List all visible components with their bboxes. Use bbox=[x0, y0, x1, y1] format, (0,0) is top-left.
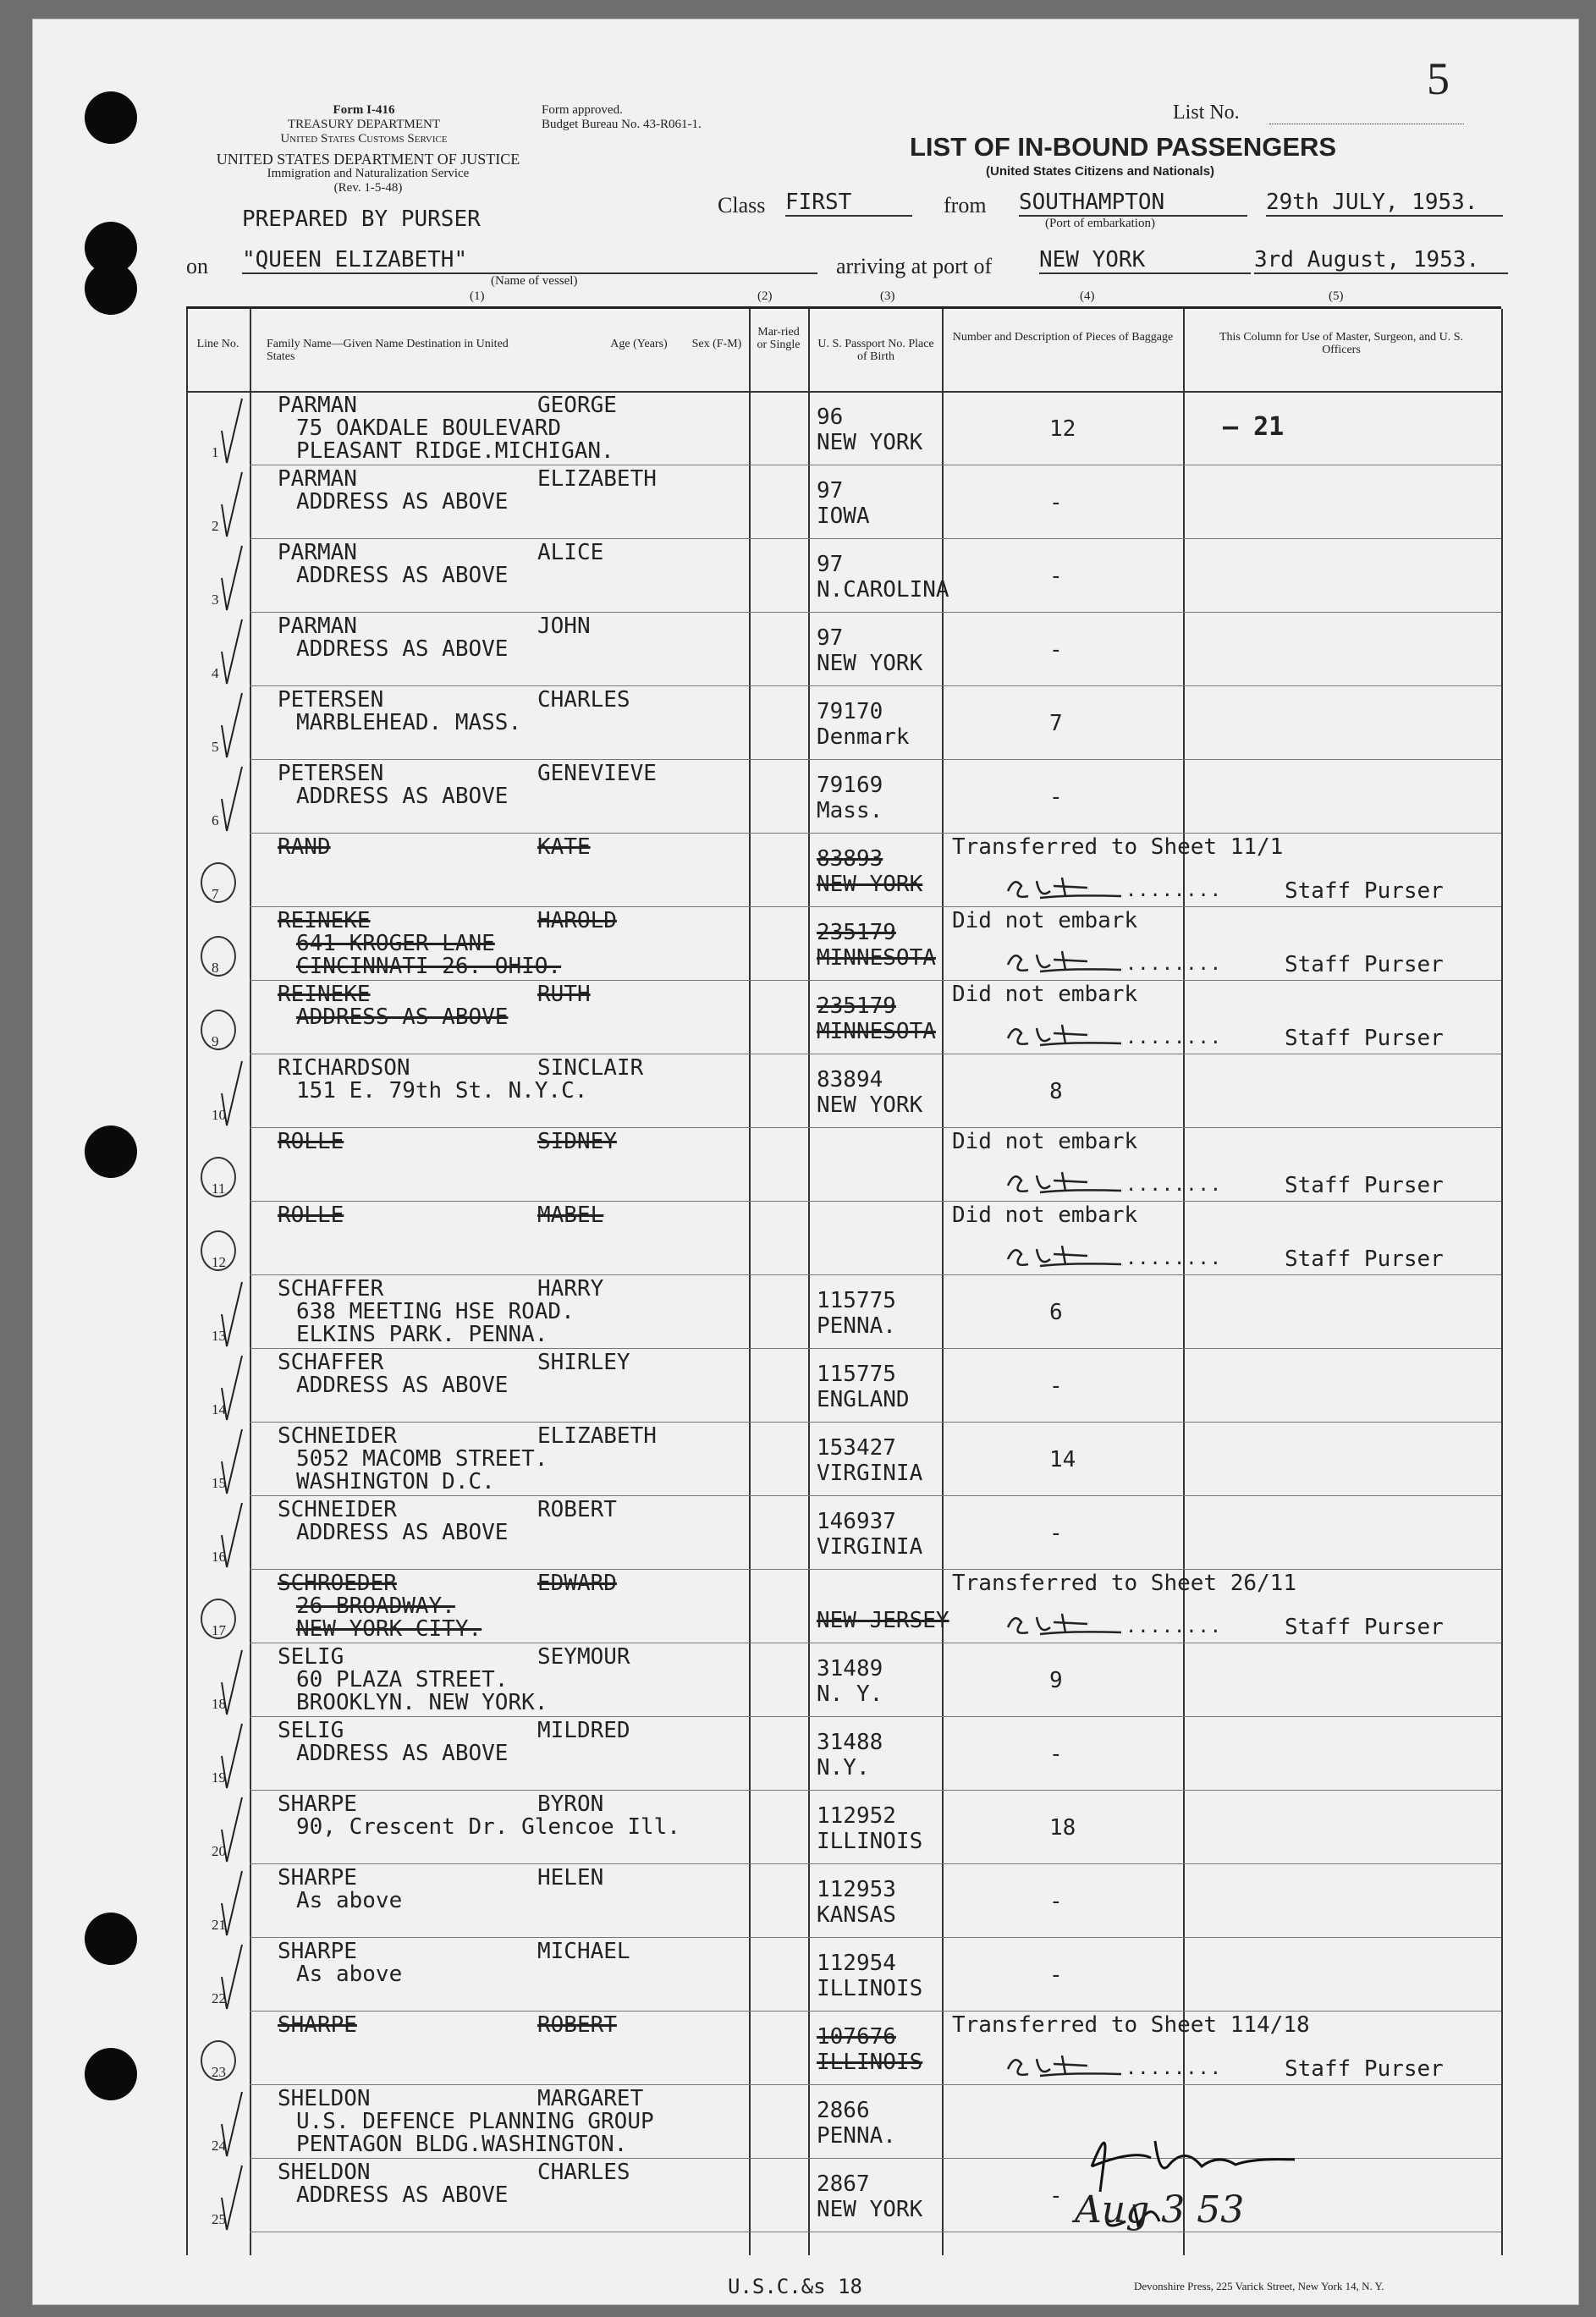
family-name: SHELDON bbox=[278, 2160, 371, 2185]
col-header-married: Mar-ried or Single bbox=[757, 326, 801, 351]
col-header-sex: Sex (F-M) bbox=[691, 338, 742, 350]
place-of-birth: VIRGINIA bbox=[817, 1534, 923, 1560]
family-name: REINEKE bbox=[278, 908, 371, 933]
line-number: 13 bbox=[212, 1328, 226, 1344]
from-value: SOUTHAMPTON bbox=[1019, 190, 1247, 217]
baggage-count: 8 bbox=[1049, 1079, 1063, 1104]
given-name: EDWARD bbox=[537, 1571, 617, 1596]
given-name: MILDRED bbox=[537, 1718, 630, 1743]
passport-number: 115775 bbox=[817, 1362, 896, 1387]
family-name: SCHROEDER bbox=[278, 1571, 397, 1596]
on-label: on bbox=[186, 254, 208, 278]
family-name: PARMAN bbox=[278, 393, 357, 418]
check-mark-icon bbox=[220, 397, 245, 465]
arrival-date: 3rd August, 1953. bbox=[1254, 247, 1508, 274]
place-of-birth: NEW YORK bbox=[817, 651, 923, 676]
table-row bbox=[186, 2012, 1501, 2085]
col-num-1: (1) bbox=[470, 289, 485, 303]
passport-number: 115775 bbox=[817, 1288, 896, 1313]
passport-number: 97 bbox=[817, 478, 844, 504]
form-id: Form I-416 bbox=[333, 103, 395, 117]
destination-line-1: ADDRESS AS ABOVE bbox=[296, 1520, 509, 1545]
place-of-birth: MINNESOTA bbox=[817, 1019, 936, 1044]
family-name: SELIG bbox=[278, 1718, 344, 1743]
table-row bbox=[186, 465, 1501, 539]
passport-number: 79169 bbox=[817, 773, 883, 798]
passport-number: 112952 bbox=[817, 1803, 896, 1829]
rev: (Rev. 1-5-48) bbox=[333, 181, 403, 195]
baggage-count: 9 bbox=[1049, 1668, 1063, 1693]
passport-number: 107676 bbox=[817, 2024, 896, 2050]
signature-leader-dots: ........ bbox=[1125, 954, 1222, 975]
passport-number: 97 bbox=[817, 625, 844, 651]
given-name: CHARLES bbox=[537, 2160, 630, 2185]
baggage-count: - bbox=[1049, 637, 1063, 663]
table-row bbox=[186, 1717, 1501, 1791]
given-name: KATE bbox=[537, 834, 591, 860]
place-of-birth: PENNA. bbox=[817, 1313, 896, 1339]
staff-purser-label: Staff Purser bbox=[1285, 1173, 1444, 1198]
line-number: 12 bbox=[212, 1254, 226, 1270]
destination-line-2: NEW YORK CITY. bbox=[296, 1616, 482, 1642]
table-row bbox=[186, 1496, 1501, 1570]
check-mark-icon bbox=[220, 618, 245, 685]
line-number: 14 bbox=[212, 1401, 226, 1417]
officer-remark: — 21 bbox=[1223, 412, 1285, 442]
passport-number: 235179 bbox=[817, 920, 896, 945]
baggage-count: - bbox=[1049, 1889, 1063, 1914]
given-name: HAROLD bbox=[537, 908, 617, 933]
place-of-birth: ILLINOIS bbox=[817, 2050, 923, 2075]
signature-leader-dots: ........ bbox=[1125, 880, 1222, 901]
line-number: 15 bbox=[212, 1475, 226, 1491]
table-row bbox=[186, 760, 1501, 834]
table-row bbox=[186, 613, 1501, 686]
signature-leader-dots: ........ bbox=[1125, 1616, 1222, 1637]
staff-purser-label: Staff Purser bbox=[1285, 952, 1444, 977]
family-name: SHELDON bbox=[278, 2086, 371, 2111]
place-of-birth: PENNA. bbox=[817, 2123, 896, 2149]
staff-purser-label: Staff Purser bbox=[1285, 878, 1444, 904]
family-name: PETERSEN bbox=[278, 687, 384, 713]
place-of-birth: Mass. bbox=[817, 798, 883, 823]
table-row bbox=[186, 1275, 1501, 1349]
destination-line-2: PLEASANT RIDGE.MICHIGAN. bbox=[296, 438, 614, 464]
place-of-birth: Denmark bbox=[817, 724, 910, 750]
line-number: 6 bbox=[212, 812, 219, 828]
line-number: 18 bbox=[212, 1696, 226, 1712]
given-name: GENEVIEVE bbox=[537, 761, 657, 786]
passport-number: 146937 bbox=[817, 1509, 896, 1534]
family-name: SHARPE bbox=[278, 2012, 357, 2038]
family-name: RICHARDSON bbox=[278, 1055, 410, 1081]
table-row bbox=[186, 392, 1501, 465]
family-name: SHARPE bbox=[278, 1865, 357, 1890]
line-number: 4 bbox=[212, 665, 219, 681]
baggage-count: - bbox=[1049, 1373, 1063, 1399]
destination-line-1: ADDRESS AS ABOVE bbox=[296, 636, 509, 662]
place-of-birth: IOWA bbox=[817, 504, 870, 529]
destination-line-1: As above bbox=[296, 1888, 403, 1913]
destination-line-1: ADDRESS AS ABOVE bbox=[296, 1741, 509, 1766]
table-row bbox=[186, 539, 1501, 613]
signature-date: Aug 3 53 bbox=[1075, 2188, 1245, 2232]
table-row bbox=[186, 1864, 1501, 1938]
staff-purser-label: Staff Purser bbox=[1285, 2056, 1444, 2082]
family-name: ROLLE bbox=[278, 1203, 344, 1228]
destination-line-2: ELKINS PARK. PENNA. bbox=[296, 1322, 548, 1347]
from-label: from bbox=[944, 193, 987, 217]
destination-line-1: As above bbox=[296, 1962, 403, 1987]
passport-number: 2866 bbox=[817, 2098, 870, 2123]
baggage-count: - bbox=[1049, 564, 1063, 589]
line-number: 10 bbox=[212, 1107, 226, 1123]
given-name: ROBERT bbox=[537, 1497, 617, 1522]
given-name: HELEN bbox=[537, 1865, 604, 1890]
col-num-4: (4) bbox=[1080, 289, 1095, 303]
baggage-count: 7 bbox=[1049, 711, 1063, 736]
baggage-note: Did not embark bbox=[952, 1203, 1138, 1228]
passport-number: 112953 bbox=[817, 1877, 896, 1902]
col-header-passport: U. S. Passport No. Place of Birth bbox=[817, 338, 934, 363]
line-number: 24 bbox=[212, 2138, 226, 2154]
given-name: ALICE bbox=[537, 540, 604, 565]
check-mark-icon bbox=[220, 765, 245, 833]
port-note: (Port of embarkation) bbox=[1045, 217, 1155, 230]
passport-number: 2867 bbox=[817, 2171, 870, 2197]
passport-number: 79170 bbox=[817, 699, 883, 724]
family-name: REINEKE bbox=[278, 982, 371, 1007]
place-of-birth: N.CAROLINA bbox=[817, 577, 949, 603]
given-name: RUTH bbox=[537, 982, 591, 1007]
depart-date: 29th JULY, 1953. bbox=[1266, 190, 1503, 217]
table-row bbox=[186, 1791, 1501, 1864]
baggage-note: Transferred to Sheet 26/11 bbox=[952, 1571, 1296, 1596]
baggage-count: - bbox=[1049, 784, 1063, 810]
place-of-birth: NEW YORK bbox=[817, 872, 923, 897]
signature-leader-dots: ........ bbox=[1125, 1175, 1222, 1196]
line-number: 5 bbox=[212, 739, 219, 755]
col-header-age: Age (Years) bbox=[610, 338, 668, 350]
line-number: 7 bbox=[212, 886, 219, 902]
destination-line-1: 151 E. 79th St. N.Y.C. bbox=[296, 1078, 588, 1103]
place-of-birth: NEW YORK bbox=[817, 430, 923, 455]
family-name: SHARPE bbox=[278, 1939, 357, 1964]
family-name: PETERSEN bbox=[278, 761, 384, 786]
signature-leader-dots: ........ bbox=[1125, 2058, 1222, 2079]
table-row bbox=[186, 834, 1501, 907]
baggage-count: 12 bbox=[1049, 416, 1076, 442]
line-number: 21 bbox=[212, 1917, 226, 1933]
destination-line-1: MARBLEHEAD. MASS. bbox=[296, 710, 522, 735]
place-of-birth: N. Y. bbox=[817, 1681, 883, 1707]
destination-line-2: PENTAGON BLDG.WASHINGTON. bbox=[296, 2132, 628, 2157]
destination-line-1: 60 PLAZA STREET. bbox=[296, 1667, 509, 1692]
col-num-3: (3) bbox=[880, 289, 895, 303]
destination-line-2: WASHINGTON D.C. bbox=[296, 1469, 495, 1494]
family-name: RAND bbox=[278, 834, 331, 860]
baggage-note: Did not embark bbox=[952, 982, 1138, 1007]
line-number: 16 bbox=[212, 1549, 226, 1565]
passport-number: 153427 bbox=[817, 1435, 896, 1461]
page-subtitle: (United States Citizens and Nationals) bbox=[986, 164, 1215, 179]
destination-line-1: ADDRESS AS ABOVE bbox=[296, 1004, 509, 1030]
family-name: SCHAFFER bbox=[278, 1350, 384, 1375]
table-row bbox=[186, 1570, 1501, 1643]
given-name: ROBERT bbox=[537, 2012, 617, 2038]
baggage-note: Transferred to Sheet 114/18 bbox=[952, 2012, 1310, 2038]
given-name: MARGARET bbox=[537, 2086, 644, 2111]
place-of-birth: N.Y. bbox=[817, 1755, 870, 1780]
family-name: SCHNEIDER bbox=[278, 1423, 397, 1449]
family-name: PARMAN bbox=[278, 614, 357, 639]
vessel-name: "QUEEN ELIZABETH" bbox=[242, 247, 817, 274]
binder-hole bbox=[85, 1125, 137, 1178]
line-number: 25 bbox=[212, 2211, 226, 2227]
footer-code: U.S.C.&s 18 bbox=[728, 2275, 862, 2298]
col-header-baggage: Number and Description of Pieces of Baggage bbox=[952, 331, 1174, 344]
destination-line-2: CINCINNATI 26. OHIO. bbox=[296, 954, 562, 979]
destination-line-1: U.S. DEFENCE PLANNING GROUP bbox=[296, 2109, 654, 2134]
purser-initials-signature bbox=[1003, 948, 1121, 977]
passenger-table bbox=[186, 306, 1501, 2255]
destination-line-1: 5052 MACOMB STREET. bbox=[296, 1446, 548, 1472]
binder-hole bbox=[85, 1912, 137, 1965]
table-row bbox=[186, 1938, 1501, 2012]
purser-initials-signature bbox=[1003, 874, 1121, 903]
table-row bbox=[186, 981, 1501, 1054]
col-num-5: (5) bbox=[1329, 289, 1344, 303]
line-number: 11 bbox=[212, 1181, 226, 1197]
form-id-block bbox=[254, 103, 474, 146]
purser-initials-signature bbox=[1003, 1021, 1121, 1050]
passport-number: 83894 bbox=[817, 1067, 883, 1092]
family-name: SHARPE bbox=[278, 1791, 357, 1817]
place-of-birth: ILLINOIS bbox=[817, 1829, 923, 1854]
col-header-officers: This Column for Use of Master, Surgeon, and U. S. Officers bbox=[1219, 331, 1464, 356]
destination-line-1: 26 BROADWAY. bbox=[296, 1593, 455, 1619]
place-of-birth: VIRGINIA bbox=[817, 1461, 923, 1486]
treasury-dept: TREASURY DEPARTMENT bbox=[287, 118, 441, 131]
signature-leader-dots: ........ bbox=[1125, 1248, 1222, 1269]
doj: UNITED STATES DEPARTMENT OF JUSTICE bbox=[216, 151, 520, 168]
given-name: SIDNEY bbox=[537, 1129, 617, 1154]
ins: Immigration and Naturalization Service bbox=[267, 167, 470, 180]
table-row bbox=[186, 907, 1501, 981]
line-number: 20 bbox=[212, 1843, 226, 1859]
baggage-note: Transferred to Sheet 11/1 bbox=[952, 834, 1284, 860]
line-number: 19 bbox=[212, 1769, 226, 1786]
baggage-count: 6 bbox=[1049, 1300, 1063, 1325]
line-number: 2 bbox=[212, 518, 219, 534]
place-of-birth: MINNESOTA bbox=[817, 945, 936, 971]
signature-leader-dots: ........ bbox=[1125, 1027, 1222, 1048]
destination-line-1: ADDRESS AS ABOVE bbox=[296, 2182, 509, 2208]
doj-block bbox=[182, 152, 554, 195]
col-header-name: Family Name—Given Name Destination in United States bbox=[267, 338, 509, 363]
destination-line-2: BROOKLYN. NEW YORK. bbox=[296, 1690, 548, 1715]
table-row bbox=[186, 1349, 1501, 1423]
class-value: FIRST bbox=[785, 190, 912, 217]
given-name: SHIRLEY bbox=[537, 1350, 630, 1375]
page-title: LIST OF IN-BOUND PASSENGERS bbox=[910, 132, 1337, 162]
staff-purser-label: Staff Purser bbox=[1285, 1026, 1444, 1051]
passport-number: 31488 bbox=[817, 1730, 883, 1755]
table-row bbox=[186, 1128, 1501, 1202]
given-name: ELIZABETH bbox=[537, 466, 657, 492]
arrival-port: NEW YORK bbox=[1039, 247, 1251, 274]
line-number: 17 bbox=[212, 1622, 226, 1638]
binder-hole bbox=[85, 2048, 137, 2100]
place-of-birth: ILLINOIS bbox=[817, 1976, 923, 2001]
given-name: MABEL bbox=[537, 1203, 604, 1228]
table-row bbox=[186, 686, 1501, 760]
purser-initials-signature bbox=[1003, 1610, 1121, 1639]
baggage-note: Did not embark bbox=[952, 1129, 1138, 1154]
place-of-birth: KANSAS bbox=[817, 1902, 896, 1928]
place-of-birth: ENGLAND bbox=[817, 1387, 910, 1412]
binder-hole bbox=[85, 91, 137, 144]
family-name: PARMAN bbox=[278, 466, 357, 492]
given-name: ELIZABETH bbox=[537, 1423, 657, 1449]
purser-initials-signature bbox=[1003, 2052, 1121, 2081]
footer-printer: Devonshire Press, 225 Varick Street, New York 14, N. Y. bbox=[1134, 2280, 1384, 2292]
staff-purser-label: Staff Purser bbox=[1285, 1615, 1444, 1640]
check-mark-icon bbox=[220, 691, 245, 759]
family-name: ROLLE bbox=[278, 1129, 344, 1154]
table-row bbox=[186, 1643, 1501, 1717]
vessel-note: (Name of vessel) bbox=[491, 274, 578, 288]
destination-line-1: 638 MEETING HSE ROAD. bbox=[296, 1299, 575, 1324]
baggage-count: 18 bbox=[1049, 1815, 1076, 1841]
line-number: 8 bbox=[212, 960, 219, 976]
arriving-label: arriving at port of bbox=[836, 254, 993, 278]
place-of-birth: NEW YORK bbox=[817, 2197, 923, 2222]
given-name: JOHN bbox=[537, 614, 591, 639]
table-row bbox=[186, 1423, 1501, 1496]
check-mark-icon bbox=[220, 544, 245, 612]
passport-number: 96 bbox=[817, 405, 844, 430]
line-number: 23 bbox=[212, 2064, 226, 2080]
class-label: Class bbox=[718, 193, 766, 217]
col-header-line: Line No. bbox=[196, 338, 239, 350]
place-of-birth: NEW YORK bbox=[817, 1092, 923, 1118]
passport-number: 83893 bbox=[817, 846, 883, 872]
staff-purser-label: Staff Purser bbox=[1285, 1247, 1444, 1272]
family-name: PARMAN bbox=[278, 540, 357, 565]
table-row bbox=[186, 1054, 1501, 1128]
destination-line-1: ADDRESS AS ABOVE bbox=[296, 784, 509, 809]
baggage-count: - bbox=[1049, 1521, 1063, 1546]
destination-line-1: 90, Crescent Dr. Glencoe Ill. bbox=[296, 1814, 680, 1840]
given-name: SEYMOUR bbox=[537, 1644, 630, 1670]
prepared-by: PREPARED BY PURSER bbox=[242, 206, 481, 232]
passport-number: 97 bbox=[817, 552, 844, 577]
passport-number: 31489 bbox=[817, 1656, 883, 1681]
place-of-birth: NEW JERSEY bbox=[817, 1608, 949, 1633]
budget-bureau: Budget Bureau No. 43-R061-1. bbox=[542, 118, 702, 131]
approval-block bbox=[542, 103, 702, 132]
binder-hole bbox=[85, 262, 137, 315]
destination-line-1: ADDRESS AS ABOVE bbox=[296, 563, 509, 588]
baggage-count: - bbox=[1049, 1962, 1063, 1988]
customs-service: United States Customs Service bbox=[280, 132, 448, 146]
family-name: SCHNEIDER bbox=[278, 1497, 397, 1522]
check-mark-icon bbox=[220, 471, 245, 538]
col-num-2: (2) bbox=[757, 289, 773, 303]
destination-line-1: 641 KROGER LANE bbox=[296, 931, 495, 956]
destination-line-1: ADDRESS AS ABOVE bbox=[296, 489, 509, 515]
destination-line-1: ADDRESS AS ABOVE bbox=[296, 1373, 509, 1398]
line-number: 3 bbox=[212, 592, 219, 608]
baggage-count: - bbox=[1049, 490, 1063, 515]
family-name: SELIG bbox=[278, 1644, 344, 1670]
page-number: 5 bbox=[1427, 53, 1450, 104]
baggage-count: - bbox=[1049, 1742, 1063, 1767]
given-name: GEORGE bbox=[537, 393, 617, 418]
baggage-note: Did not embark bbox=[952, 908, 1138, 933]
family-name: SCHAFFER bbox=[278, 1276, 384, 1302]
given-name: BYRON bbox=[537, 1791, 604, 1817]
given-name: MICHAEL bbox=[537, 1939, 630, 1964]
purser-initials-signature bbox=[1003, 1169, 1121, 1197]
line-number: 9 bbox=[212, 1033, 219, 1049]
line-number: 22 bbox=[212, 1990, 226, 2006]
given-name: CHARLES bbox=[537, 687, 630, 713]
list-no-label: List No. bbox=[1173, 102, 1240, 124]
table-row bbox=[186, 1202, 1501, 1275]
passport-number: 112954 bbox=[817, 1951, 896, 1976]
passport-number: 235179 bbox=[817, 993, 896, 1019]
destination-line-1: 75 OAKDALE BOULEVARD bbox=[296, 416, 562, 441]
line-number: 1 bbox=[212, 444, 219, 460]
given-name: SINCLAIR bbox=[537, 1055, 644, 1081]
given-name: HARRY bbox=[537, 1276, 604, 1302]
baggage-count: 14 bbox=[1049, 1447, 1076, 1472]
purser-initials-signature bbox=[1003, 1242, 1121, 1271]
form-approved: Form approved. bbox=[542, 103, 623, 117]
baggage-count: - bbox=[1049, 2183, 1063, 2209]
